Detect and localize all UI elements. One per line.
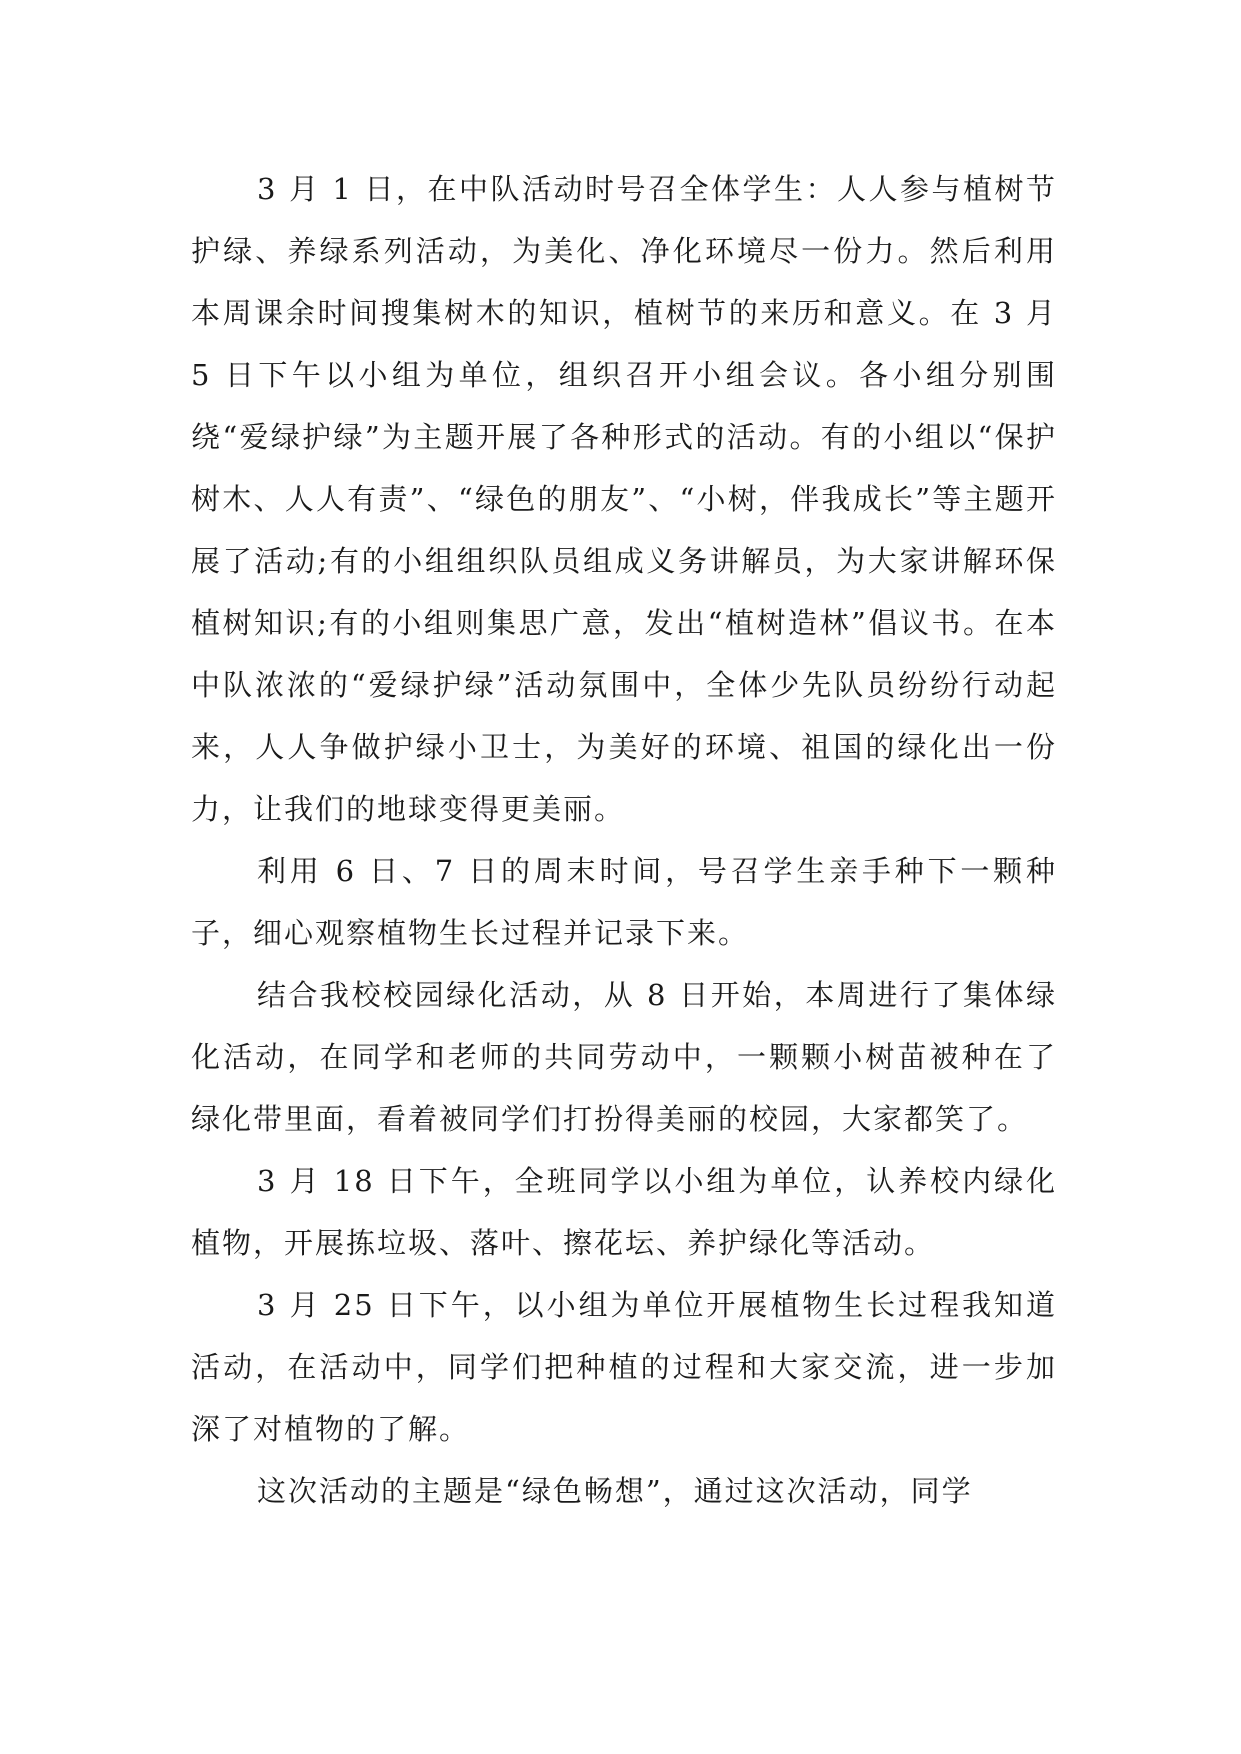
document-body: [191, 158, 1057, 1522]
paragraph-3: 结合我校校园绿化活动，从 8 日开始，本周进行了集体绿化活动，在同学和老师的共同劳动中，一颗颗小树苗被种在了绿化带里面，看着被同学们打扮得美丽的校园，大家都笑了。: [191, 978, 1057, 1136]
paragraph-6: 这次活动的主题是“绿色畅想”，通过这次活动，同学: [257, 1474, 973, 1508]
paragraph-4: 3 月 18 日下午，全班同学以小组为单位，认养校内绿化植物，开展拣垃圾、落叶、擦花坛、养护绿化等活动。: [191, 1164, 1057, 1260]
paragraph-5: 3 月 25 日下午，以小组为单位开展植物生长过程我知道活动，在活动中，同学们把种植的过程和大家交流，进一步加深了对植物的了解。: [191, 1288, 1057, 1446]
paragraph-2: 利用 6 日、7 日的周末时间，号召学生亲手种下一颗种子，细心观察植物生长过程并记录下来。: [191, 854, 1057, 950]
paragraph-1: 3 月 1 日，在中队活动时号召全体学生：人人参与植树节护绿、养绿系列活动，为美化、净化环境尽一份力。然后利用本周课余时间搜集树木的知识，植树节的来历和意义。在 3 月 5 日下午以小组为单位，组织召开小组会议。各小组分别围绕“爱绿护绿”为主题开展了各种形式的活动。有的小组以“保护树木、人人有责”、“绿色的朋友”、“小树，伴我成长”等主题开展了活动;有的小组组织队员组成义务讲解员，为大家讲解环保植树知识;有的小组则集思广意，发出“植树造林”倡议书。在本中队浓浓的“爱绿护绿”活动氛围中，全体少先队员纷纷行动起来，人人争做护绿小卫士，为美好的环境、祖国的绿化出一份力，让我们的地球变得更美丽。: [191, 172, 1057, 826]
